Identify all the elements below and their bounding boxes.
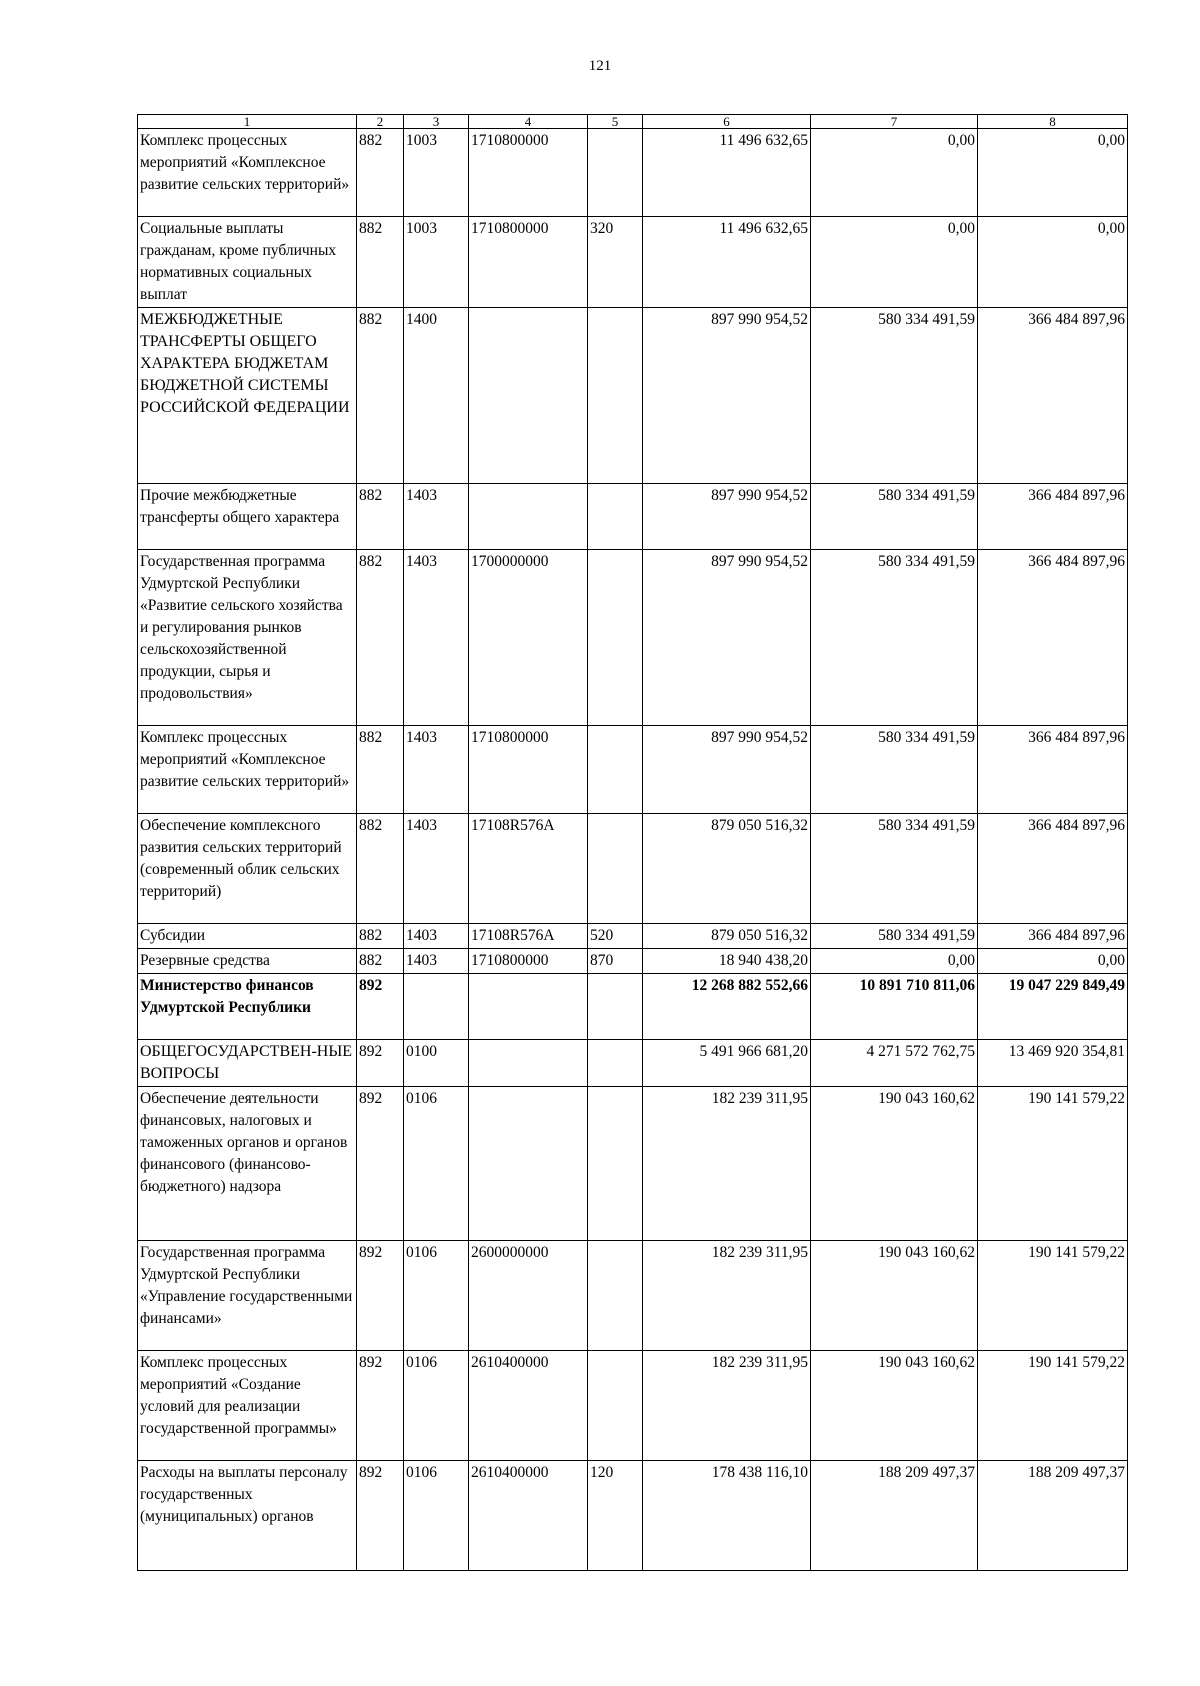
cell-expense-type [588, 1351, 643, 1461]
cell-amount: 182 239 311,95 [643, 1351, 811, 1461]
cell-expense-type [588, 129, 643, 217]
cell-amount: 5 491 966 681,20 [643, 1040, 811, 1087]
cell-target [469, 974, 588, 1040]
cell-amount: 897 990 954,52 [643, 550, 811, 726]
cell-section: 1403 [404, 924, 469, 949]
row-name: Расходы на выплаты персоналу государственных (муниципальных) органов [138, 1461, 357, 1571]
cell-amount: 19 047 229 849,49 [978, 974, 1128, 1040]
cell-amount: 897 990 954,52 [643, 484, 811, 550]
table-row [138, 217, 1128, 308]
cell-amount: 0,00 [978, 217, 1128, 308]
row-name: Министерство финансов Удмуртской Республики [138, 974, 357, 1040]
cell-amount: 190 141 579,22 [978, 1241, 1128, 1351]
cell-target: 1710800000 [469, 726, 588, 814]
cell-section: 1403 [404, 550, 469, 726]
cell-amount: 190 141 579,22 [978, 1087, 1128, 1241]
cell-expense-type [588, 1087, 643, 1241]
cell-code: 892 [357, 1040, 404, 1087]
column-numbers-row [138, 115, 1128, 129]
column-header: 8 [978, 115, 1128, 129]
cell-expense-type [588, 484, 643, 550]
table-row [138, 484, 1128, 550]
cell-amount: 182 239 311,95 [643, 1087, 811, 1241]
cell-expense-type [588, 974, 643, 1040]
row-name: Прочие межбюджетные трансферты общего характера [138, 484, 357, 550]
column-header: 2 [357, 115, 404, 129]
cell-code: 882 [357, 217, 404, 308]
column-header: 1 [138, 115, 357, 129]
row-name: Комплекс процессных мероприятий «Комплексное развитие сельских территорий» [138, 726, 357, 814]
cell-amount: 897 990 954,52 [643, 308, 811, 484]
cell-amount: 580 334 491,59 [811, 550, 978, 726]
cell-amount: 11 496 632,65 [643, 129, 811, 217]
cell-amount: 190 043 160,62 [811, 1087, 978, 1241]
cell-amount: 0,00 [811, 949, 978, 974]
cell-code: 882 [357, 308, 404, 484]
cell-expense-type [588, 308, 643, 484]
cell-target: 1710800000 [469, 129, 588, 217]
cell-target: 2610400000 [469, 1351, 588, 1461]
cell-amount: 366 484 897,96 [978, 550, 1128, 726]
cell-target [469, 308, 588, 484]
cell-amount: 190 141 579,22 [978, 1351, 1128, 1461]
cell-code: 882 [357, 550, 404, 726]
cell-amount: 0,00 [811, 129, 978, 217]
cell-code: 882 [357, 129, 404, 217]
cell-amount: 11 496 632,65 [643, 217, 811, 308]
cell-target: 1710800000 [469, 949, 588, 974]
table-row [138, 308, 1128, 484]
cell-amount: 12 268 882 552,66 [643, 974, 811, 1040]
cell-target [469, 484, 588, 550]
cell-expense-type: 870 [588, 949, 643, 974]
table-row [138, 924, 1128, 949]
row-name: Социальные выплаты гражданам, кроме публичных нормативных социальных выплат [138, 217, 357, 308]
cell-amount: 0,00 [811, 217, 978, 308]
row-name: Государственная программа Удмуртской Республики «Управление государственными финансами» [138, 1241, 357, 1351]
cell-section: 1403 [404, 814, 469, 924]
cell-amount: 366 484 897,96 [978, 726, 1128, 814]
cell-amount: 879 050 516,32 [643, 814, 811, 924]
table-row [138, 814, 1128, 924]
cell-section [404, 974, 469, 1040]
cell-target: 2610400000 [469, 1461, 588, 1571]
column-header: 5 [588, 115, 643, 129]
cell-code: 892 [357, 1241, 404, 1351]
cell-amount: 188 209 497,37 [811, 1461, 978, 1571]
cell-section: 0100 [404, 1040, 469, 1087]
cell-code: 892 [357, 1461, 404, 1571]
table-row [138, 1241, 1128, 1351]
cell-code: 882 [357, 484, 404, 550]
cell-target: 17108R576A [469, 924, 588, 949]
cell-expense-type [588, 1241, 643, 1351]
budget-table [137, 114, 1128, 1571]
cell-expense-type [588, 1040, 643, 1087]
cell-section: 1400 [404, 308, 469, 484]
row-name: МЕЖБЮДЖЕТНЫЕ ТРАНСФЕРТЫ ОБЩЕГО ХАРАКТЕРА БЮДЖЕТАМ БЮДЖЕТНОЙ СИСТЕМЫ РОССИЙСКОЙ ФЕДЕРАЦИИ [138, 308, 357, 484]
row-name: ОБЩЕГОСУДАРСТВЕН-НЫЕ ВОПРОСЫ [138, 1040, 357, 1087]
cell-amount: 18 940 438,20 [643, 949, 811, 974]
cell-section: 0106 [404, 1241, 469, 1351]
table-row [138, 949, 1128, 974]
cell-section: 0106 [404, 1461, 469, 1571]
cell-code: 882 [357, 949, 404, 974]
cell-amount: 580 334 491,59 [811, 924, 978, 949]
column-header: 3 [404, 115, 469, 129]
table-row [138, 550, 1128, 726]
cell-amount: 13 469 920 354,81 [978, 1040, 1128, 1087]
cell-amount: 580 334 491,59 [811, 726, 978, 814]
cell-target: 17108R576A [469, 814, 588, 924]
cell-expense-type: 120 [588, 1461, 643, 1571]
cell-code: 882 [357, 814, 404, 924]
cell-expense-type [588, 814, 643, 924]
cell-target: 1700000000 [469, 550, 588, 726]
cell-code: 892 [357, 1351, 404, 1461]
cell-expense-type: 320 [588, 217, 643, 308]
cell-amount: 580 334 491,59 [811, 308, 978, 484]
column-header: 7 [811, 115, 978, 129]
cell-code: 882 [357, 726, 404, 814]
table-row [138, 1087, 1128, 1241]
cell-amount: 182 239 311,95 [643, 1241, 811, 1351]
row-name: Субсидии [138, 924, 357, 949]
cell-amount: 366 484 897,96 [978, 484, 1128, 550]
cell-amount: 580 334 491,59 [811, 484, 978, 550]
cell-section: 1003 [404, 129, 469, 217]
cell-amount: 366 484 897,96 [978, 814, 1128, 924]
row-name: Комплекс процессных мероприятий «Комплексное развитие сельских территорий» [138, 129, 357, 217]
table-row [138, 1351, 1128, 1461]
cell-amount: 366 484 897,96 [978, 308, 1128, 484]
cell-amount: 0,00 [978, 949, 1128, 974]
row-name: Государственная программа Удмуртской Республики «Развитие сельского хозяйства и регулирования рынков сельскохозяйственной продукции, сырья и продовольствия» [138, 550, 357, 726]
cell-target [469, 1087, 588, 1241]
table-row [138, 129, 1128, 217]
cell-target: 1710800000 [469, 217, 588, 308]
row-name: Обеспечение комплексного развития сельских территорий (современный облик сельских территорий) [138, 814, 357, 924]
row-name: Обеспечение деятельности финансовых, налоговых и таможенных органов и органов финансового (финансово-бюджетного) надзора [138, 1087, 357, 1241]
page-number: 121 [588, 58, 612, 74]
column-header: 4 [469, 115, 588, 129]
cell-section: 0106 [404, 1087, 469, 1241]
cell-amount: 0,00 [978, 129, 1128, 217]
cell-section: 1003 [404, 217, 469, 308]
table-row [138, 974, 1128, 1040]
cell-amount: 580 334 491,59 [811, 814, 978, 924]
cell-code: 892 [357, 974, 404, 1040]
cell-amount: 190 043 160,62 [811, 1351, 978, 1461]
cell-amount: 897 990 954,52 [643, 726, 811, 814]
cell-expense-type: 520 [588, 924, 643, 949]
cell-code: 892 [357, 1087, 404, 1241]
cell-target [469, 1040, 588, 1087]
cell-amount: 4 271 572 762,75 [811, 1040, 978, 1087]
cell-amount: 10 891 710 811,06 [811, 974, 978, 1040]
row-name: Резервные средства [138, 949, 357, 974]
column-header: 6 [643, 115, 811, 129]
cell-amount: 190 043 160,62 [811, 1241, 978, 1351]
table-row [138, 1040, 1128, 1087]
cell-target: 2600000000 [469, 1241, 588, 1351]
cell-amount: 178 438 116,10 [643, 1461, 811, 1571]
cell-amount: 188 209 497,37 [978, 1461, 1128, 1571]
cell-section: 1403 [404, 484, 469, 550]
cell-expense-type [588, 726, 643, 814]
row-name: Комплекс процессных мероприятий «Создание условий для реализации государственной программы» [138, 1351, 357, 1461]
table-row [138, 726, 1128, 814]
cell-amount: 366 484 897,96 [978, 924, 1128, 949]
cell-section: 1403 [404, 726, 469, 814]
cell-expense-type [588, 550, 643, 726]
cell-code: 882 [357, 924, 404, 949]
cell-section: 0106 [404, 1351, 469, 1461]
cell-amount: 879 050 516,32 [643, 924, 811, 949]
cell-section: 1403 [404, 949, 469, 974]
table-row [138, 1461, 1128, 1571]
